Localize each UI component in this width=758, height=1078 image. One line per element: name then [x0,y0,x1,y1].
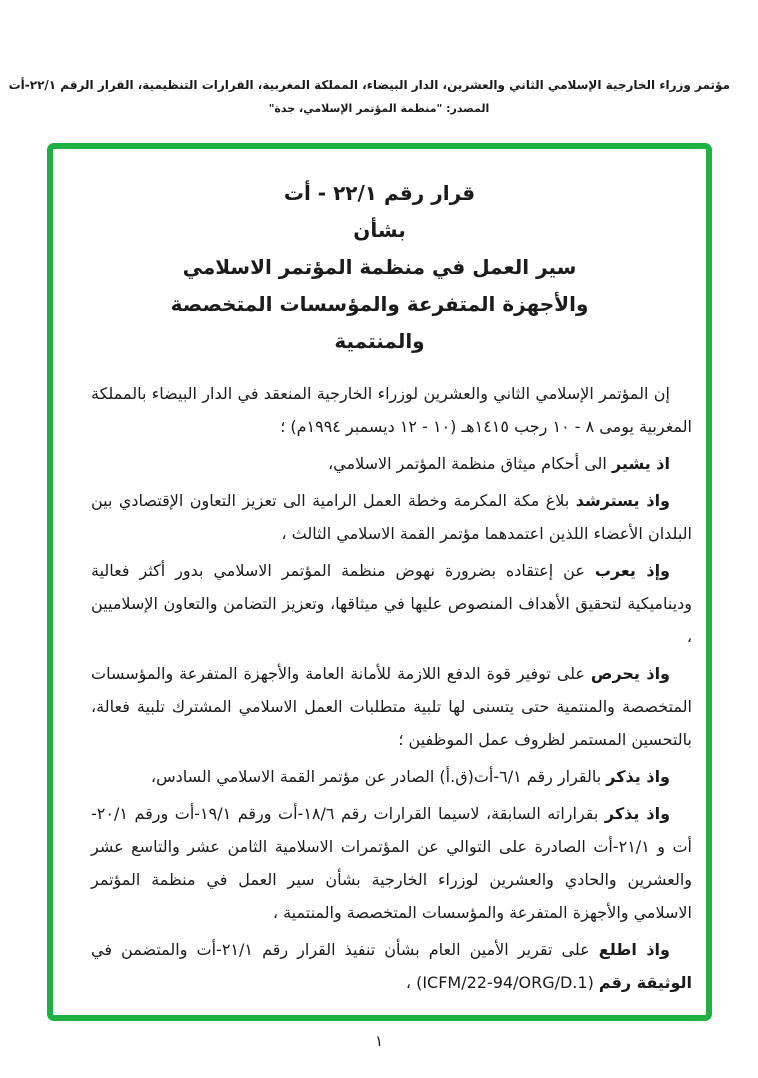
header-source-line: المصدر: "منظمة المؤتمر الإسلامي، جدة" [268,102,490,115]
paragraph-bold: الوثيقة رقم [598,973,692,992]
paragraph-lead: واذ يسترشد [575,491,670,510]
paragraph-text: على توفير قوة الدفع اللازمة للأمانة العامة والأجهزة المتفرعة والمؤسسات المتخصصة والمنتمية حتى يتسنى لها تلبية متطلبات العمل الاسلامي المشترك تلبية فعالة، بالتحسين المستمر لظروف عمل الموظفين ؛ [91,664,692,749]
paragraph-text: على تقرير الأمين العام بشأن تنفيذ القرار رقم ٢١/١-أت والمتضمن في [91,940,599,959]
paragraph-lead: اذ يشير [611,454,670,473]
paragraph-text: عن إعتقاده بضرورة نهوض منظمة المؤتمر الاسلامي بدور أكثر فعالية وديناميكية لتحقيق الأهداف المنصوص عليها في ميثاقها، وتعزيز التضامن والتعاون الإسلاميين ، [91,561,692,646]
paragraph-text: بالقرار رقم ٦/١-أت(ق.أ) الصادر عن مؤتمر القمة الاسلامي السادس، [150,767,607,786]
paragraph-lead: وإذ يعرب [594,561,671,580]
paragraph-text: بلاغ مكة المكرمة وخطة العمل الرامية الى تعزيز التعاون الإقتصادي بين البلدان الأعضاء اللذين اعتمدهما مؤتمر القمة الاسلامي الثالث ، [91,491,692,543]
preamble-paragraph-1 [91,377,692,443]
preamble-paragraph-2 [91,447,692,480]
paragraph-lead: واذ اطلع [598,940,670,959]
green-border-frame [47,143,712,1021]
paragraph-lead: واذ يذكر [606,767,670,786]
paragraph-lead: واذ يحرص [590,664,671,683]
paragraph-text: الى أحكام ميثاق منظمة المؤتمر الاسلامي، [328,454,612,473]
paragraph-text: إن المؤتمر الإسلامي الثاني والعشرين لوزراء الخارجية المنعقد في الدار البيضاء بالمملكة المغربية يومى ٨ - ١٠ رجب ١٤١٥هـ (١٠ - ١٢ ديسمبر ١٩٩٤م) ؛ [91,384,692,436]
page-number: ١ [374,1032,384,1050]
subject-line-2: والأجهزة المتفرعة والمؤسسات المتخصصة [170,292,589,316]
preamble-paragraph-4 [91,554,692,653]
preamble-paragraph-5 [91,657,692,756]
subject-line-3: والمنتمية [334,329,425,353]
paragraph-text: (ICFM/22-94/ORG/D.1) ، [405,973,599,992]
document-header [0,76,758,117]
regarding-line: بشأن [353,218,406,242]
preamble-paragraph-6 [91,760,692,793]
preamble-paragraph-8 [91,933,692,999]
paragraph-lead: واذ يذكر [604,804,671,823]
resolution-title [53,149,706,360]
subject-line-1: سير العمل في منظمة المؤتمر الاسلامي [182,255,577,279]
paragraph-text: بقراراته السابقة، لاسيما القرارات رقم ١٨/٦-أت ورقم ١٩/١-أت ورقم ٢٠/١-أت و ٢١/١-أت الصادرة على التوالي عن المؤتمرات الاسلامية الثامن عشر والتاسع عشر والعشرين والحادي والعشرين لوزراء الخارجية بشأن سير العمل في منظمة المؤتمر الاسلامي والأجهزة المتفرعة والمؤسسات المتخصصة والمنتمية ، [91,804,692,922]
resolution-body [53,360,706,999]
preamble-paragraph-3 [91,484,692,550]
header-citation-line: مؤتمر وزراء الخارجية الإسلامي الثاني والعشرين، الدار البيضاء، المملكة المغربية، القرارات التنظيمية، القرار الرقم ٢٢/١-أت [8,78,730,92]
resolution-number-line: قرار رقم ٢٢/١ - أت [283,181,476,205]
preamble-paragraph-7 [91,797,692,929]
